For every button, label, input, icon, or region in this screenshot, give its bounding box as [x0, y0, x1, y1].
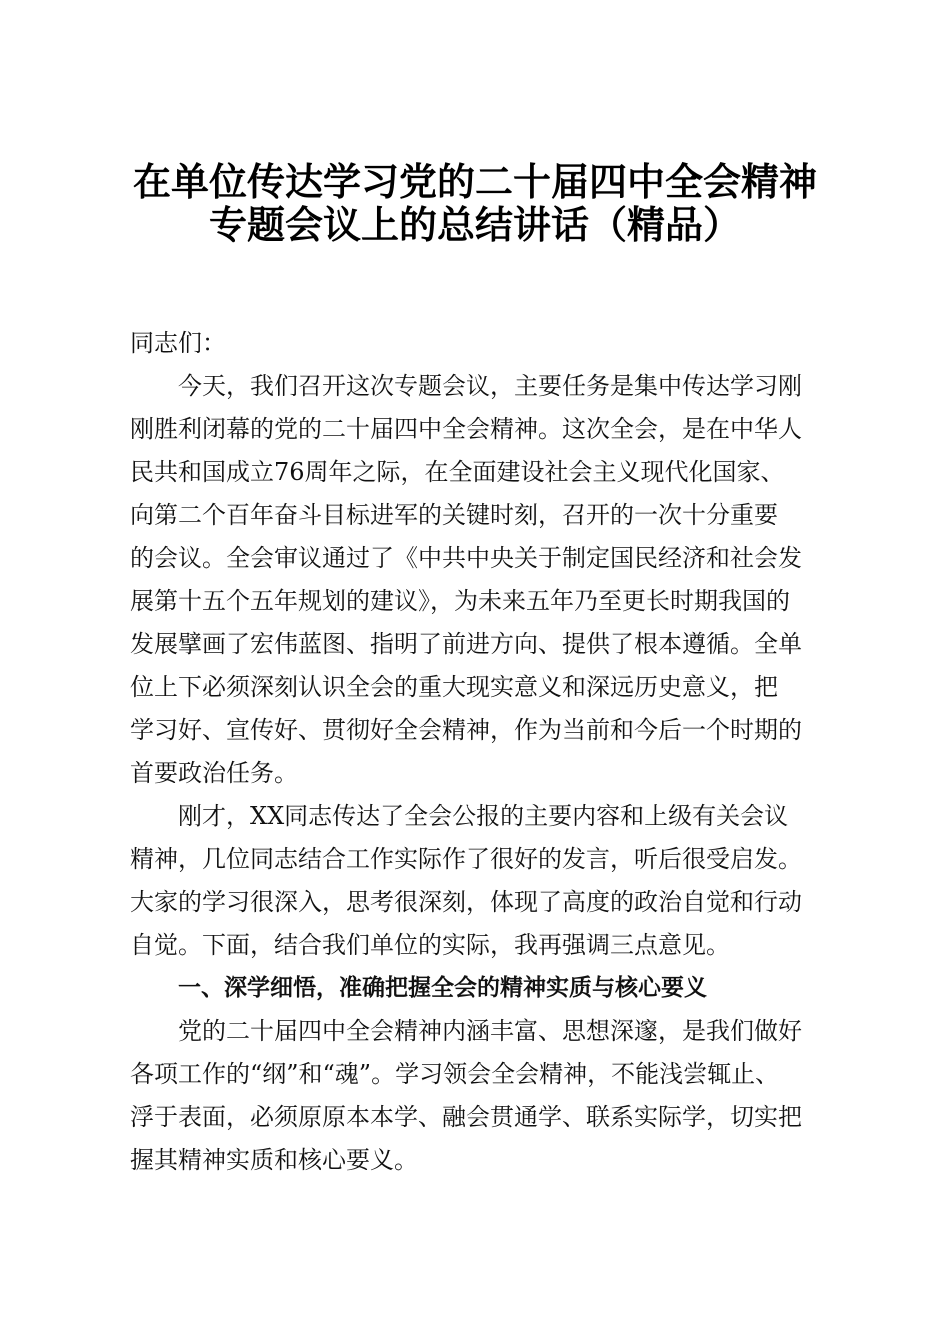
paragraph-line: 大家的学习很深入，思考很深刻，体现了高度的政治自觉和行动 — [130, 888, 802, 916]
paragraph-line: 刚胜利闭幕的党的二十届四中全会精神。这次全会，是在中华人 — [130, 415, 802, 443]
paragraph-line: 自觉。下面，结合我们单位的实际，我再强调三点意见。 — [130, 931, 730, 959]
paragraph-1 — [130, 365, 830, 795]
paragraph-line: 握其精神实质和核心要义。 — [130, 1146, 418, 1174]
document-title-line-1: 在单位传达学习党的二十届四中全会精神 — [132, 160, 817, 204]
paragraph-line: 精神，几位同志结合工作实际作了很好的发言，听后很受启发。 — [130, 845, 802, 873]
paragraph-line: 民共和国成立76周年之际，在全面建设社会主义现代化国家、 — [130, 458, 785, 486]
paragraph-line: 浮于表面，必须原原本本学、融会贯通学、联系实际学，切实把 — [130, 1103, 802, 1131]
paragraph-line: 位上下必须深刻认识全会的重大现实意义和深远历史意义，把 — [130, 673, 778, 701]
paragraph-line: 刚才，XX同志传达了全会公报的主要内容和上级有关会议 — [178, 802, 789, 830]
document-body — [130, 322, 830, 1182]
paragraph-line: 向第二个百年奋斗目标进军的关键时刻，召开的一次十分重要 — [130, 501, 778, 529]
paragraph-line: 各项工作的“纲”和“魂”。学习领会全会精神，不能浅尝辄止、 — [130, 1060, 780, 1088]
section-heading-1 — [130, 967, 830, 1010]
paragraph-line: 党的二十届四中全会精神内涵丰富、思想深邃，是我们做好 — [178, 1017, 802, 1045]
paragraph-line: 的会议。全会审议通过了《中共中央关于制定国民经济和社会发 — [130, 544, 802, 572]
paragraph-line: 展第十五个五年规划的建议》，为未来五年乃至更长时期我国的 — [130, 587, 790, 615]
paragraph-line: 首要政治任务。 — [130, 759, 298, 787]
paragraph-2 — [130, 795, 830, 967]
paragraph-line: 今天，我们召开这次专题会议，主要任务是集中传达学习刚 — [178, 372, 802, 400]
paragraph-line: 学习好、宣传好、贯彻好全会精神，作为当前和今后一个时期的 — [130, 716, 802, 744]
document-title-line-2: 专题会议上的总结讲话（精品） — [208, 203, 741, 247]
salutation: 同志们： — [130, 329, 226, 357]
paragraph-3 — [130, 1010, 830, 1182]
section-heading: 一、深学细悟，准确把握全会的精神实质与核心要义 — [178, 975, 707, 1001]
paragraph-line: 发展擘画了宏伟蓝图、指明了前进方向、提供了根本遵循。全单 — [130, 630, 802, 658]
